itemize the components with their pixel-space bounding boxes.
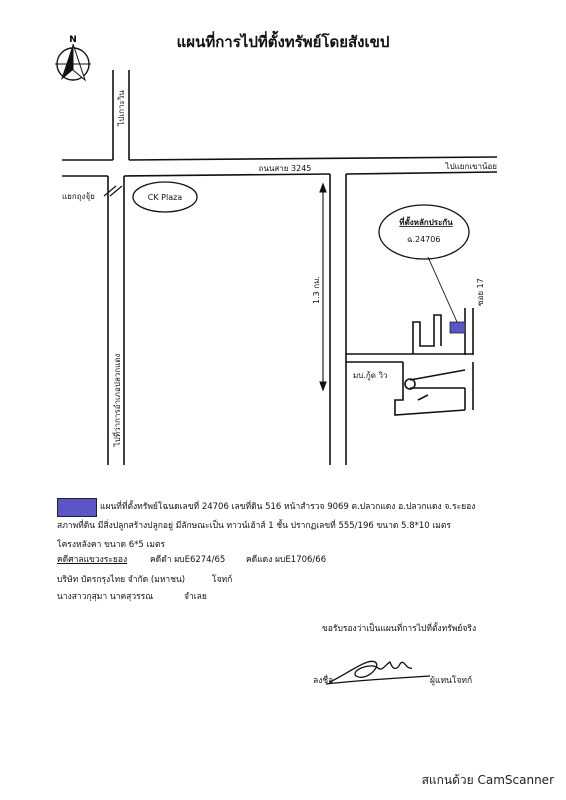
- legend-line-deed: แผนที่ที่ตั้งทรัพย์โฉนดเลขที่ 24706 เลขที่ดิน 516 หน้าสำรวจ 9069 ต.ปลวกแดง อ.ปลวกแดง จ.ระยอง: [100, 502, 476, 512]
- page-title: แผนที่การไปที่ตั้งทรัพย์โดยสังเขป: [176, 33, 390, 51]
- case-red-label: คดีแดง ผบE1706/66: [246, 555, 327, 565]
- defendant-name: นางสาวกุสุมา นาคสุวรรณ: [57, 592, 154, 602]
- court-label: คดีศาลแขวงระยอง: [57, 555, 128, 565]
- defendant-role: จำเลย: [184, 592, 207, 602]
- property-legend-swatch: [57, 498, 97, 517]
- callout-line: [428, 257, 457, 322]
- sign-suffix: ผู้แทนโจทก์: [430, 676, 473, 686]
- certify-text: ขอรับรองว่าเป็นแผนที่การไปที่ตั้งทรัพย์จริง: [322, 624, 477, 634]
- landmark-label: CK Plaza: [147, 193, 183, 202]
- village-label: มบ.กู้ด วิว: [353, 371, 388, 380]
- junction-label: แยกถุงจุ้ย: [62, 192, 95, 201]
- soi-label: ซอย 17: [476, 278, 485, 306]
- scanner-watermark: สแกนด้วย CamScanner: [421, 773, 554, 787]
- case-black-label: คดีดำ ผบE6274/65: [150, 555, 226, 565]
- junction-marker: [104, 186, 122, 196]
- plaintiff-name: บริษัท บัตรกรุงไทย จำกัด (มหาชน): [57, 575, 186, 585]
- road-right-label: ไปแยกเขาน้อย: [445, 162, 497, 171]
- property-bubble-deed: ฉ.24706: [407, 235, 441, 244]
- north-arrow-icon: [55, 44, 91, 80]
- property-bubble-title: ที่ตั้งหลักประกัน: [399, 218, 453, 227]
- property-marker: [450, 322, 465, 333]
- plaintiff-role: โจทก์: [212, 575, 233, 585]
- legend-line-land: สภาพที่ดิน มีสิ่งปลูกสร้างปลูกอยู่ มีลักษณะเป็น ทาวน์เฮ้าส์ 1 ชั้น ปรากฏเลขที่ 555/196 ขนาด 5.8*10 เมตร: [57, 521, 451, 531]
- road-bottom-left-label: ไปที่ว่าการอำเภอปลวกแดง: [113, 353, 122, 447]
- sign-prefix: ลงชื่อ: [313, 676, 334, 686]
- main-road-label: ถนนสาย 3245: [258, 164, 312, 173]
- distance-label: 1.3 กม.: [312, 276, 321, 304]
- property-bubble: [379, 205, 469, 259]
- signature: [326, 661, 430, 684]
- roads: [62, 70, 497, 465]
- road-top-left-label: ไปเกาะวิน: [117, 90, 126, 126]
- legend-line-roof: โครงหลังคา ขนาด 6*5 เมตร: [57, 540, 166, 550]
- compass-label: N: [69, 35, 77, 45]
